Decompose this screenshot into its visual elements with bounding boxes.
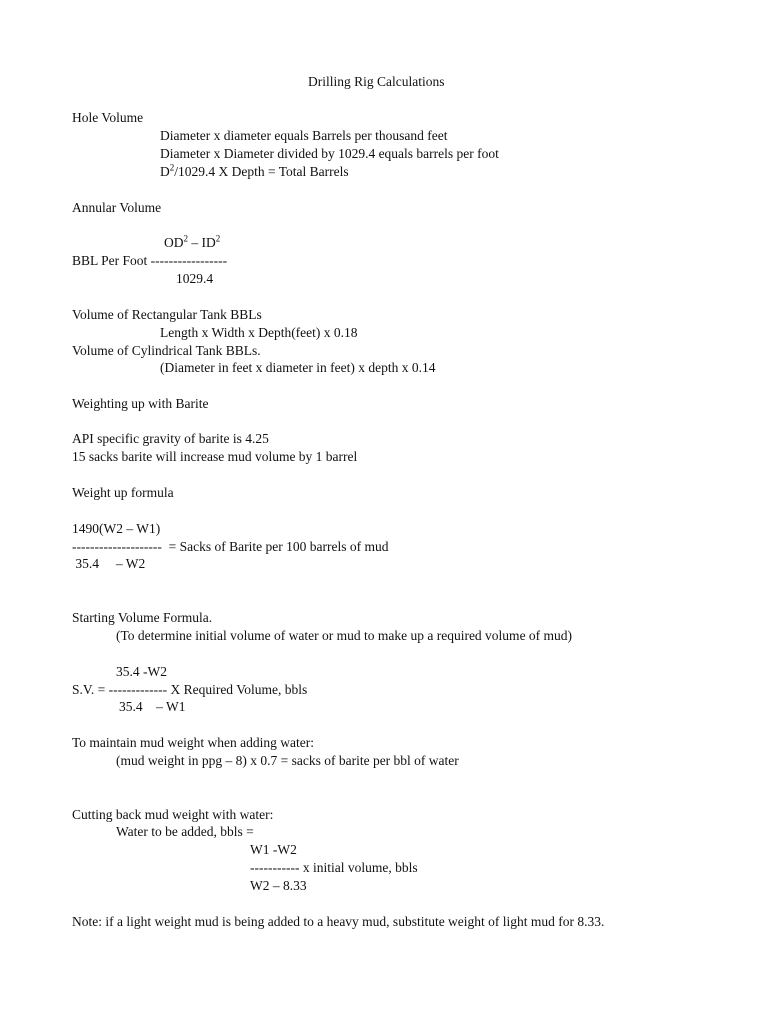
- cylindrical-tank-formula: (Diameter in feet x diameter in feet) x depth x 0.14: [160, 360, 436, 375]
- hole-volume-exponent: 2: [169, 162, 175, 173]
- cutting-back-heading: Cutting back mud weight with water:: [72, 807, 274, 822]
- hole-volume-line-1: Diameter x diameter equals Barrels per thousand feet: [160, 128, 448, 143]
- hole-volume-line-3: [160, 163, 349, 181]
- weight-up-fraction-line: -------------------- = Sacks of Barite per 100 barrels of mud: [72, 539, 389, 554]
- starting-volume-heading: Starting Volume Formula.: [72, 610, 213, 625]
- barite-sacks: 15 sacks barite will increase mud volume by 1 barrel: [72, 449, 358, 464]
- barite-heading: Weighting up with Barite: [72, 396, 209, 411]
- hole-volume-formula-rest: /1029.4 X Depth = Total Barrels: [174, 164, 349, 179]
- page-title: Drilling Rig Calculations: [308, 74, 445, 89]
- annular-od-exponent: 2: [183, 233, 188, 244]
- hole-volume-d: D: [160, 164, 170, 179]
- maintain-weight-heading: To maintain mud weight when adding water:: [72, 735, 314, 750]
- cutting-back-fraction-line: ----------- x initial volume, bbls: [250, 860, 418, 875]
- starting-volume-denominator: 35.4 – W1: [119, 699, 186, 714]
- barite-gravity: API specific gravity of barite is 4.25: [72, 431, 269, 446]
- starting-volume-fraction-line: S.V. = ------------- X Required Volume, bbls: [72, 682, 308, 697]
- annular-volume-fraction-line: BBL Per Foot -----------------: [72, 253, 228, 268]
- note: Note: if a light weight mud is being added to a heavy mud, substitute weight of light mud for 8.33.: [72, 914, 605, 929]
- starting-volume-numerator: 35.4 -W2: [116, 664, 167, 679]
- annular-volume-heading: Annular Volume: [72, 200, 162, 215]
- cutting-back-water-line: Water to be added, bbls =: [116, 824, 254, 839]
- annular-od: OD: [164, 235, 184, 250]
- maintain-weight-formula: (mud weight in ppg – 8) x 0.7 = sacks of barite per bbl of water: [116, 753, 459, 768]
- cutting-back-numerator: W1 -W2: [250, 842, 297, 857]
- weight-up-numerator: 1490(W2 – W1): [72, 521, 161, 536]
- rectangular-tank-formula: Length x Width x Depth(feet) x 0.18: [160, 325, 358, 340]
- weight-up-heading: Weight up formula: [72, 485, 174, 500]
- rectangular-tank-heading: Volume of Rectangular Tank BBLs: [72, 307, 262, 322]
- annular-volume-denominator: 1029.4: [176, 271, 214, 286]
- weight-up-denominator: 35.4 – W2: [72, 556, 146, 571]
- hole-volume-heading: Hole Volume: [72, 110, 144, 125]
- hole-volume-line-2: Diameter x Diameter divided by 1029.4 equals barrels per foot: [160, 146, 499, 161]
- annular-volume-numerator: [164, 234, 220, 252]
- cylindrical-tank-heading: Volume of Cylindrical Tank BBLs.: [72, 343, 261, 358]
- cutting-back-denominator: W2 – 8.33: [250, 878, 307, 893]
- annular-id-exponent: 2: [215, 233, 221, 244]
- annular-id: – ID: [188, 235, 216, 250]
- starting-volume-description: (To determine initial volume of water or mud to make up a required volume of mud): [116, 628, 573, 643]
